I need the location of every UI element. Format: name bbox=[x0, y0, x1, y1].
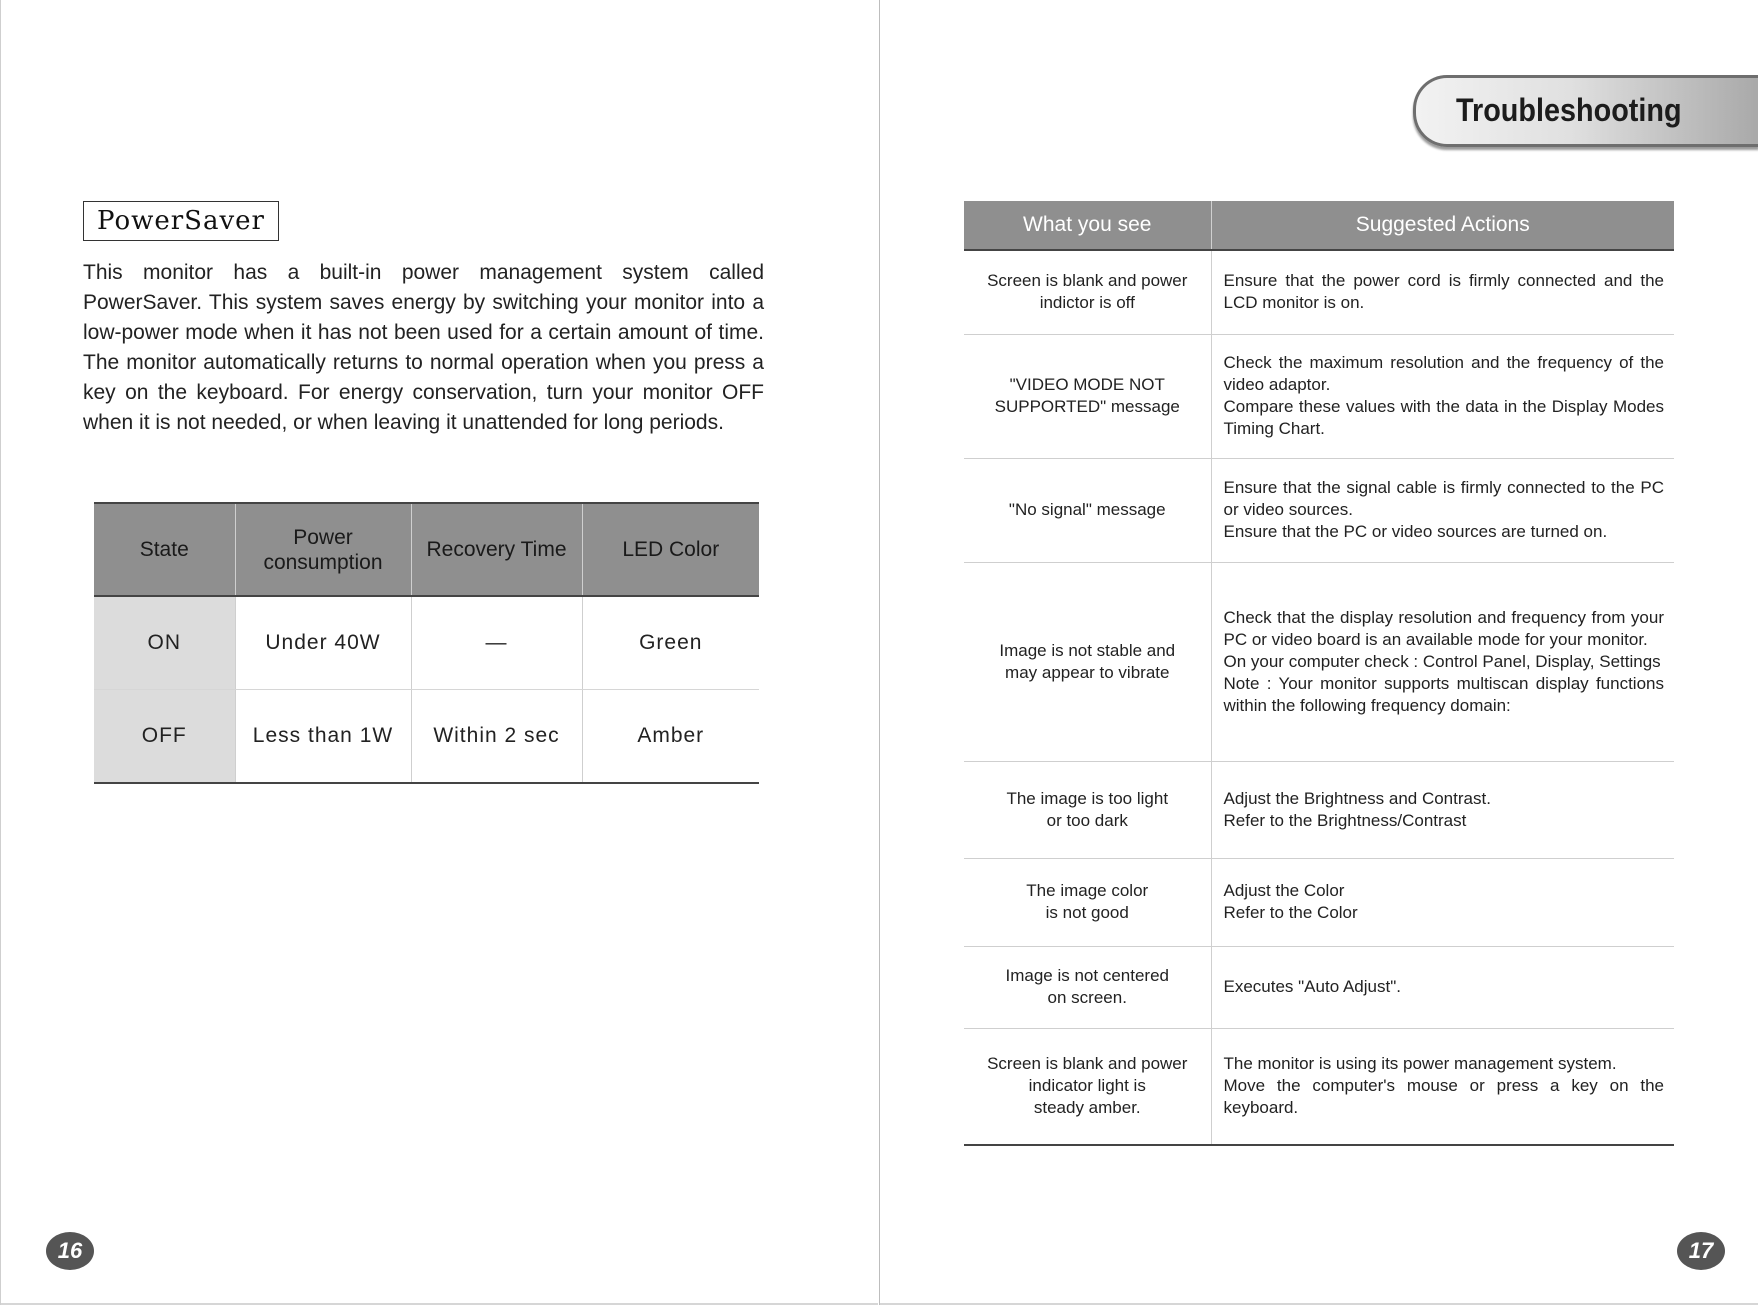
symptom-line: or too dark bbox=[1046, 810, 1128, 830]
action-text: Check that the display resolution and frequency from your PC or video board is an available mode for your monitor. bbox=[1223, 607, 1664, 649]
section-tab bbox=[1413, 75, 1758, 147]
symptom-line: Screen is blank and power bbox=[987, 271, 1188, 291]
action-text: Ensure that the PC or video sources are turned on. bbox=[1223, 522, 1608, 541]
header-state: State bbox=[94, 503, 235, 596]
symptom-line: is not good bbox=[1045, 903, 1129, 922]
table-row bbox=[964, 858, 1674, 946]
symptom-cell bbox=[964, 761, 1211, 858]
header-recovery-time: Recovery Time bbox=[411, 503, 582, 596]
symptom-cell bbox=[964, 1028, 1211, 1145]
action-cell bbox=[1211, 250, 1674, 334]
symptom-line: Image is not stable and bbox=[999, 640, 1176, 660]
action-text: On your computer check : Control Panel, Display, Settings bbox=[1223, 651, 1661, 671]
table-row bbox=[94, 690, 759, 784]
action-text: Adjust the Brightness and Contrast. bbox=[1223, 788, 1491, 808]
header-power-consumption: Power consumption bbox=[235, 503, 411, 596]
led-color-cell: Green bbox=[582, 596, 759, 690]
symptom-line: Screen is blank and power bbox=[987, 1054, 1188, 1074]
symptom-line: "VIDEO MODE NOT bbox=[1009, 375, 1165, 394]
led-color-cell: Amber bbox=[582, 690, 759, 784]
powersaver-description: This monitor has a built-in power management system called PowerSaver. This system saves energy by switching your monitor into a low-power mode when it has not been used for a certain amount of time. The monitor automatically returns to normal operation when you press a key on the keyboard. For energy conservation, turn your monitor OFF when it is not needed, or when leaving it unattended for long periods. bbox=[83, 261, 764, 434]
action-cell bbox=[1211, 858, 1674, 946]
table-row bbox=[964, 946, 1674, 1028]
symptom-cell bbox=[964, 458, 1211, 562]
action-text: Move the computer's mouse or press a key on the keyboard. bbox=[1223, 1076, 1664, 1118]
recovery-cell: Within 2 sec bbox=[411, 690, 582, 784]
troubleshooting-table bbox=[964, 201, 1674, 1146]
symptom-cell bbox=[964, 562, 1211, 761]
action-cell bbox=[1211, 1028, 1674, 1145]
action-text: The monitor is using its power management system. bbox=[1223, 1054, 1617, 1074]
power-cell: Under 40W bbox=[235, 596, 411, 690]
action-text: Ensure that the power cord is firmly connected and the LCD monitor is on. bbox=[1223, 271, 1664, 313]
action-text: Note : Your monitor supports multiscan display functions within the following frequency domain: bbox=[1223, 673, 1664, 715]
table-row bbox=[964, 250, 1674, 334]
action-cell bbox=[1211, 334, 1674, 458]
powersaver-heading: PowerSaver bbox=[83, 201, 279, 241]
state-cell: ON bbox=[94, 596, 235, 690]
action-text: Executes "Auto Adjust". bbox=[1223, 977, 1401, 996]
recovery-cell: — bbox=[411, 596, 582, 690]
power-state-table bbox=[94, 502, 759, 784]
right-page bbox=[879, 0, 1758, 1305]
symptom-line: The image is too light bbox=[1006, 788, 1169, 808]
action-text: Refer to the Brightness/Contrast bbox=[1223, 810, 1467, 830]
power-cell: Less than 1W bbox=[235, 690, 411, 784]
action-text: Adjust the Color bbox=[1223, 881, 1345, 900]
table-row bbox=[964, 562, 1674, 761]
symptom-cell bbox=[964, 334, 1211, 458]
symptom-cell bbox=[964, 858, 1211, 946]
action-cell bbox=[1211, 946, 1674, 1028]
symptom-line: may appear to vibrate bbox=[1005, 662, 1170, 682]
symptom-line: SUPPORTED" message bbox=[994, 397, 1180, 416]
page-number-left: 16 bbox=[46, 1232, 94, 1270]
table-row bbox=[964, 334, 1674, 458]
troubleshooting-header-row bbox=[964, 201, 1674, 250]
header-suggested-actions: Suggested Actions bbox=[1211, 201, 1674, 250]
left-page bbox=[0, 0, 878, 1305]
action-cell bbox=[1211, 458, 1674, 562]
symptom-line: indictor is off bbox=[1039, 293, 1135, 313]
header-what-you-see: What you see bbox=[964, 201, 1211, 250]
section-tab-label: Troubleshooting bbox=[1456, 92, 1682, 128]
state-cell: OFF bbox=[94, 690, 235, 784]
table-row bbox=[964, 761, 1674, 858]
symptom-cell bbox=[964, 250, 1211, 334]
symptom-line: The image color bbox=[1026, 881, 1149, 900]
table-row bbox=[964, 1028, 1674, 1145]
symptom-line: Image is not centered bbox=[1005, 966, 1169, 985]
header-led-color: LED Color bbox=[582, 503, 759, 596]
symptom-line: on screen. bbox=[1047, 988, 1127, 1007]
symptom-line: indicator light is bbox=[1028, 1076, 1146, 1096]
action-cell bbox=[1211, 761, 1674, 858]
symptom-line: steady amber. bbox=[1033, 1098, 1141, 1118]
action-text: Check the maximum resolution and the frequency of the video adaptor. bbox=[1223, 353, 1664, 394]
action-cell bbox=[1211, 562, 1674, 761]
action-text: Ensure that the signal cable is firmly connected to the PC or video sources. bbox=[1223, 478, 1664, 519]
power-table-header-row bbox=[94, 503, 759, 596]
table-row bbox=[964, 458, 1674, 562]
symptom-cell bbox=[964, 946, 1211, 1028]
page-number-right: 17 bbox=[1677, 1232, 1725, 1270]
action-text: Refer to the Color bbox=[1223, 903, 1358, 922]
table-row bbox=[94, 596, 759, 690]
action-text: Compare these values with the data in the Display Modes Timing Chart. bbox=[1223, 397, 1664, 438]
symptom-line: "No signal" message bbox=[1008, 500, 1166, 519]
